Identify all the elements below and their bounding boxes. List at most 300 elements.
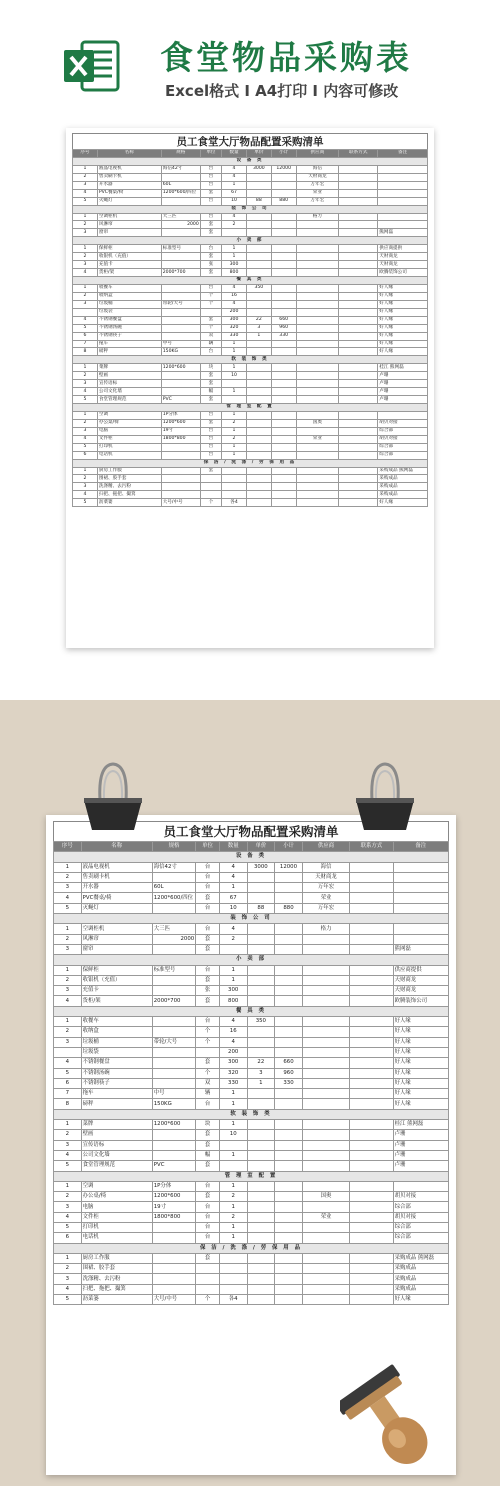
- table-cell: 宣传语标: [81, 1140, 152, 1150]
- table-cell: [275, 1274, 303, 1284]
- table-cell: 16: [222, 292, 247, 300]
- table-cell: 采购成品: [393, 1274, 448, 1284]
- table-cell: 6: [73, 332, 98, 340]
- table-cell: [302, 1058, 349, 1068]
- table-cell: [339, 308, 378, 316]
- table-cell: [393, 872, 448, 882]
- section-row: [54, 1006, 449, 1016]
- table-cell: 2000*700: [161, 269, 200, 277]
- table-row: [73, 388, 428, 396]
- table-cell: [339, 269, 378, 277]
- table-cell: 1: [219, 965, 247, 975]
- table-row: [73, 229, 428, 237]
- table-cell: 欧腾装饰公司: [378, 269, 428, 277]
- table-cell: 个: [200, 300, 221, 308]
- table-cell: 天财商龙: [378, 253, 428, 261]
- table-cell: [296, 324, 339, 332]
- table-cell: 4: [219, 1017, 247, 1027]
- table-cell: [246, 308, 271, 316]
- table-cell: [302, 1120, 349, 1130]
- table-cell: [339, 451, 378, 459]
- table-cell: [246, 467, 271, 475]
- table-cell: 个: [196, 1027, 220, 1037]
- table-cell: 19寸: [161, 427, 200, 435]
- table-cell: 食堂管理规范: [97, 396, 161, 404]
- table-cell: 2: [54, 1130, 82, 1140]
- table-cell: [271, 348, 296, 356]
- table-cell: [393, 1181, 448, 1191]
- table-cell: 采购成品: [378, 491, 428, 499]
- table-cell: 万年宏: [296, 197, 339, 205]
- table-cell: 公司文化墙: [97, 388, 161, 396]
- table-cell: [247, 1150, 275, 1160]
- table-cell: 10: [219, 1130, 247, 1140]
- table-cell: [302, 1233, 349, 1243]
- table-cell: 套: [196, 1161, 220, 1171]
- table-cell: 台: [200, 213, 221, 221]
- table-cell: [302, 1047, 349, 1057]
- table-cell: 台: [200, 284, 221, 292]
- table-cell: 3: [73, 261, 98, 269]
- section-title: 小 卖 部: [73, 237, 428, 245]
- table-cell: 台: [200, 435, 221, 443]
- table-cell: [393, 883, 448, 893]
- table-cell: [247, 1295, 275, 1305]
- table-cell: 个: [200, 324, 221, 332]
- table-cell: 4: [73, 269, 98, 277]
- table-cell: 台: [196, 924, 220, 934]
- table-row: [73, 451, 428, 459]
- table-row: [54, 1274, 449, 1284]
- table-cell: 荣业: [302, 893, 349, 903]
- table-cell: [161, 261, 200, 269]
- table-cell: [339, 475, 378, 483]
- table-cell: 3000: [247, 862, 275, 872]
- table-cell: 文件柜: [81, 1212, 152, 1222]
- table-cell: [271, 181, 296, 189]
- table-cell: 1: [54, 1017, 82, 1027]
- table-cell: [296, 443, 339, 451]
- table-cell: [271, 284, 296, 292]
- table-cell: [339, 443, 378, 451]
- section-row: [54, 1243, 449, 1253]
- table-row: [54, 1284, 449, 1294]
- table-cell: [296, 491, 339, 499]
- table-cell: [271, 340, 296, 348]
- table-cell: [339, 332, 378, 340]
- table-cell: 个: [200, 292, 221, 300]
- section-title: 保 洁 / 洗 涤 / 劳 保 用 品: [54, 1243, 449, 1253]
- table-row: [73, 245, 428, 253]
- table-cell: 打印机: [97, 443, 161, 451]
- table-cell: [339, 411, 378, 419]
- table-row: [73, 189, 428, 197]
- table-cell: [378, 411, 428, 419]
- table-cell: [339, 324, 378, 332]
- table-cell: 电脑: [97, 427, 161, 435]
- table-cell: 打印机: [81, 1222, 152, 1232]
- table-cell: 荣业: [296, 189, 339, 197]
- table-cell: [339, 364, 378, 372]
- table-cell: 4: [222, 284, 247, 292]
- table-cell: [219, 1284, 247, 1294]
- table-cell: [246, 292, 271, 300]
- table-cell: [393, 934, 448, 944]
- section-row: [73, 404, 428, 412]
- table-cell: [350, 1253, 393, 1263]
- table-cell: [152, 1017, 195, 1027]
- table-cell: 天财商龙: [393, 975, 448, 985]
- table-cell: [350, 986, 393, 996]
- table-cell: 中号: [161, 340, 200, 348]
- table-cell: [302, 996, 349, 1006]
- table-cell: 天财商龙: [393, 986, 448, 996]
- table-cell: 荣业: [302, 1212, 349, 1222]
- table-row: [73, 435, 428, 443]
- table-cell: 菜牌: [81, 1120, 152, 1130]
- table-cell: 垃圾袋: [81, 1047, 152, 1057]
- table-cell: [296, 364, 339, 372]
- table-cell: 收纳盒: [81, 1027, 152, 1037]
- table-cell: [271, 221, 296, 229]
- table-cell: [247, 1140, 275, 1150]
- table-cell: 综合部: [378, 427, 428, 435]
- table-cell: [302, 1027, 349, 1037]
- table-cell: 10: [219, 903, 247, 913]
- table-cell: 5: [73, 499, 98, 507]
- table-cell: 胡贝对接: [378, 435, 428, 443]
- table-cell: [246, 483, 271, 491]
- column-header: 供应商: [296, 150, 339, 158]
- table-cell: 12000: [271, 165, 296, 173]
- table-row: [54, 1253, 449, 1263]
- table-cell: [152, 1264, 195, 1274]
- table-cell: [350, 1264, 393, 1274]
- table-cell: [275, 1017, 303, 1027]
- table-row: [54, 872, 449, 882]
- table-cell: [302, 944, 349, 954]
- table-cell: 4: [73, 491, 98, 499]
- table-cell: [246, 388, 271, 396]
- table-cell: 售卖刷卡机: [81, 872, 152, 882]
- table-cell: 1: [222, 245, 247, 253]
- section-row: [54, 1109, 449, 1119]
- table-cell: 海信42寸: [152, 862, 195, 872]
- section-row: [73, 356, 428, 364]
- table-cell: 不锈钢餐盘: [97, 316, 161, 324]
- table-cell: 1: [222, 181, 247, 189]
- table-cell: 壁画: [81, 1130, 152, 1140]
- table-cell: [247, 1161, 275, 1171]
- table-cell: 3: [54, 944, 82, 954]
- table-cell: 卢珊: [378, 372, 428, 380]
- table-cell: 800: [219, 996, 247, 1006]
- table-cell: [275, 1037, 303, 1047]
- table-cell: [350, 944, 393, 954]
- table-cell: [350, 1150, 393, 1160]
- table-cell: 拖车: [97, 340, 161, 348]
- table-cell: [302, 934, 349, 944]
- table-cell: [152, 1058, 195, 1068]
- table-cell: [339, 253, 378, 261]
- table-cell: 2: [73, 253, 98, 261]
- table-row: [73, 443, 428, 451]
- table-cell: 套: [200, 419, 221, 427]
- table-cell: 灭蝇灯: [81, 903, 152, 913]
- table-cell: [350, 1181, 393, 1191]
- table-row: [73, 380, 428, 388]
- table-cell: 荣业: [296, 435, 339, 443]
- table-cell: [275, 944, 303, 954]
- table-cell: 1: [219, 975, 247, 985]
- table-row: [54, 862, 449, 872]
- table-cell: [246, 300, 271, 308]
- table-cell: [271, 483, 296, 491]
- table-cell: [275, 1295, 303, 1305]
- table-cell: [246, 475, 271, 483]
- table-cell: 好人缘: [393, 1078, 448, 1088]
- table-cell: 300: [222, 261, 247, 269]
- table-cell: 天财商龙: [302, 872, 349, 882]
- table-row: [54, 934, 449, 944]
- table-cell: 好人缘: [378, 332, 428, 340]
- table-cell: 1: [222, 340, 247, 348]
- table-cell: [339, 388, 378, 396]
- table-cell: 采购成品 熊网磊: [378, 467, 428, 475]
- table-cell: [271, 380, 296, 388]
- table-cell: [275, 1130, 303, 1140]
- table-cell: [246, 221, 271, 229]
- table-cell: [350, 903, 393, 913]
- table-cell: 各4: [219, 1295, 247, 1305]
- table-cell: [271, 364, 296, 372]
- table-cell: [246, 427, 271, 435]
- table-cell: 海信: [302, 862, 349, 872]
- table-cell: [54, 1047, 82, 1057]
- table-cell: 4: [54, 1058, 82, 1068]
- table-cell: 磅秤: [97, 348, 161, 356]
- table-row: [73, 348, 428, 356]
- table-cell: 胡贝对接: [378, 419, 428, 427]
- table-cell: 好人缘: [378, 284, 428, 292]
- table-cell: [275, 1089, 303, 1099]
- table-cell: 330: [219, 1078, 247, 1088]
- table-cell: [302, 1017, 349, 1027]
- table-row: [73, 332, 428, 340]
- table-cell: [296, 427, 339, 435]
- table-cell: [161, 229, 200, 237]
- table-cell: 块: [196, 1120, 220, 1130]
- table-cell: [161, 292, 200, 300]
- table-cell: 办公桌/椅: [97, 419, 161, 427]
- table-cell: 套: [200, 380, 221, 388]
- table-cell: [161, 372, 200, 380]
- table-cell: 个: [200, 499, 221, 507]
- table-cell: 好人缘: [378, 308, 428, 316]
- table-cell: 1800*800: [161, 435, 200, 443]
- table-cell: [339, 316, 378, 324]
- table-cell: [302, 1130, 349, 1140]
- table-cell: [393, 924, 448, 934]
- table-cell: 60L: [152, 883, 195, 893]
- table-cell: [296, 380, 339, 388]
- table-cell: [275, 1181, 303, 1191]
- table-cell: 海信: [296, 165, 339, 173]
- table-cell: [271, 292, 296, 300]
- table-header-row: [54, 842, 449, 852]
- table-cell: [161, 332, 200, 340]
- table-cell: [271, 388, 296, 396]
- table-cell: 保鲜柜: [97, 245, 161, 253]
- table-cell: [247, 1047, 275, 1057]
- column-header: 联系方式: [350, 842, 393, 852]
- table-cell: [350, 1140, 393, 1150]
- table-cell: 台: [200, 348, 221, 356]
- section-title: 餐 具 类: [73, 277, 428, 285]
- table-cell: 万年宏: [296, 181, 339, 189]
- table-cell: [296, 499, 339, 507]
- table-cell: [161, 483, 200, 491]
- table-cell: [339, 173, 378, 181]
- table-cell: 套: [196, 1192, 220, 1202]
- excel-logo-icon: [62, 38, 120, 94]
- table-cell: 88: [246, 197, 271, 205]
- table-cell: [161, 475, 200, 483]
- column-header: 联系方式: [339, 150, 378, 158]
- table-cell: 3: [54, 986, 82, 996]
- table-cell: 综合部: [378, 443, 428, 451]
- column-header: 单价: [247, 842, 275, 852]
- section-row: [73, 237, 428, 245]
- table-cell: 台: [196, 1222, 220, 1232]
- table-cell: 卢珊: [393, 1150, 448, 1160]
- table-cell: 19寸: [152, 1202, 195, 1212]
- table-cell: 沥菜篓: [81, 1295, 152, 1305]
- table-cell: [271, 269, 296, 277]
- table-cell: [246, 348, 271, 356]
- table-row: [54, 1068, 449, 1078]
- table-cell: 3: [73, 300, 98, 308]
- table-cell: 风淋帘: [97, 221, 161, 229]
- table-cell: [275, 975, 303, 985]
- section-row: [73, 277, 428, 285]
- table-row: [73, 340, 428, 348]
- table-cell: 幅: [200, 388, 221, 396]
- table-cell: 5: [54, 903, 82, 913]
- table-row: [54, 944, 449, 954]
- table-cell: 1: [73, 467, 98, 475]
- table-cell: [161, 443, 200, 451]
- table-row: [73, 411, 428, 419]
- column-header: 数量: [219, 842, 247, 852]
- table-cell: [246, 181, 271, 189]
- table-cell: [247, 1253, 275, 1263]
- table-cell: 文件柜: [97, 435, 161, 443]
- table-cell: [350, 862, 393, 872]
- table-cell: [275, 924, 303, 934]
- column-header: 序号: [73, 150, 98, 158]
- table-cell: 公司文化墙: [81, 1150, 152, 1160]
- table-cell: 欧腾装饰公司: [393, 996, 448, 1006]
- table-cell: 5: [73, 324, 98, 332]
- table-cell: 天财商龙: [378, 261, 428, 269]
- table-cell: [302, 1037, 349, 1047]
- table-cell: 套: [200, 396, 221, 404]
- table-cell: [247, 934, 275, 944]
- table-cell: [152, 1140, 195, 1150]
- table-cell: [296, 372, 339, 380]
- column-header: 序号: [54, 842, 82, 852]
- table-cell: [393, 903, 448, 913]
- table-cell: 开水器: [97, 181, 161, 189]
- table-cell: 好人缘: [378, 316, 428, 324]
- table-cell: [350, 893, 393, 903]
- table-cell: [246, 340, 271, 348]
- table-row: [73, 261, 428, 269]
- table-cell: [246, 253, 271, 261]
- table-cell: [196, 1047, 220, 1057]
- table-cell: 2: [73, 419, 98, 427]
- table-cell: 4: [219, 872, 247, 882]
- table-cell: [296, 229, 339, 237]
- table-cell: 空调柜机: [97, 213, 161, 221]
- table-cell: [152, 986, 195, 996]
- section-title: 设 备 类: [73, 157, 428, 165]
- table-cell: 6: [54, 1078, 82, 1088]
- table-cell: 辆: [196, 1089, 220, 1099]
- table-cell: 台: [196, 903, 220, 913]
- table-cell: 供应商提供: [393, 965, 448, 975]
- table-cell: 2: [73, 292, 98, 300]
- section-title: 装 饰 公 司: [54, 914, 449, 924]
- table-cell: 中号: [152, 1089, 195, 1099]
- section-row: [54, 955, 449, 965]
- table-cell: [246, 269, 271, 277]
- table-cell: 套: [196, 1140, 220, 1150]
- table-cell: 1: [54, 862, 82, 872]
- table-cell: [246, 491, 271, 499]
- table-cell: 320: [222, 324, 247, 332]
- table-cell: [161, 388, 200, 396]
- table-cell: 60L: [161, 181, 200, 189]
- table-cell: [271, 427, 296, 435]
- table-cell: 洗涤精、去污粉: [97, 483, 161, 491]
- purchase-table: [72, 149, 428, 507]
- table-cell: 1: [219, 1120, 247, 1130]
- table-cell: [247, 1120, 275, 1130]
- table-cell: [222, 380, 247, 388]
- table-cell: 4: [222, 165, 247, 173]
- table-cell: 2: [54, 872, 82, 882]
- table-cell: 4: [73, 435, 98, 443]
- table-cell: 好人缘: [378, 292, 428, 300]
- table-cell: 3: [54, 883, 82, 893]
- table-cell: [271, 443, 296, 451]
- table-row: [54, 1099, 449, 1109]
- table-row: [54, 975, 449, 985]
- table-cell: 食堂管理规范: [81, 1161, 152, 1171]
- rubber-stamp-icon: [340, 1345, 480, 1486]
- table-cell: [302, 965, 349, 975]
- table-cell: [350, 1274, 393, 1284]
- table-cell: 1200*600: [152, 1192, 195, 1202]
- table-cell: [296, 475, 339, 483]
- table-cell: [350, 1161, 393, 1171]
- table-cell: 3: [73, 181, 98, 189]
- table-cell: 套: [196, 893, 220, 903]
- table-cell: [246, 261, 271, 269]
- table-cell: [271, 451, 296, 459]
